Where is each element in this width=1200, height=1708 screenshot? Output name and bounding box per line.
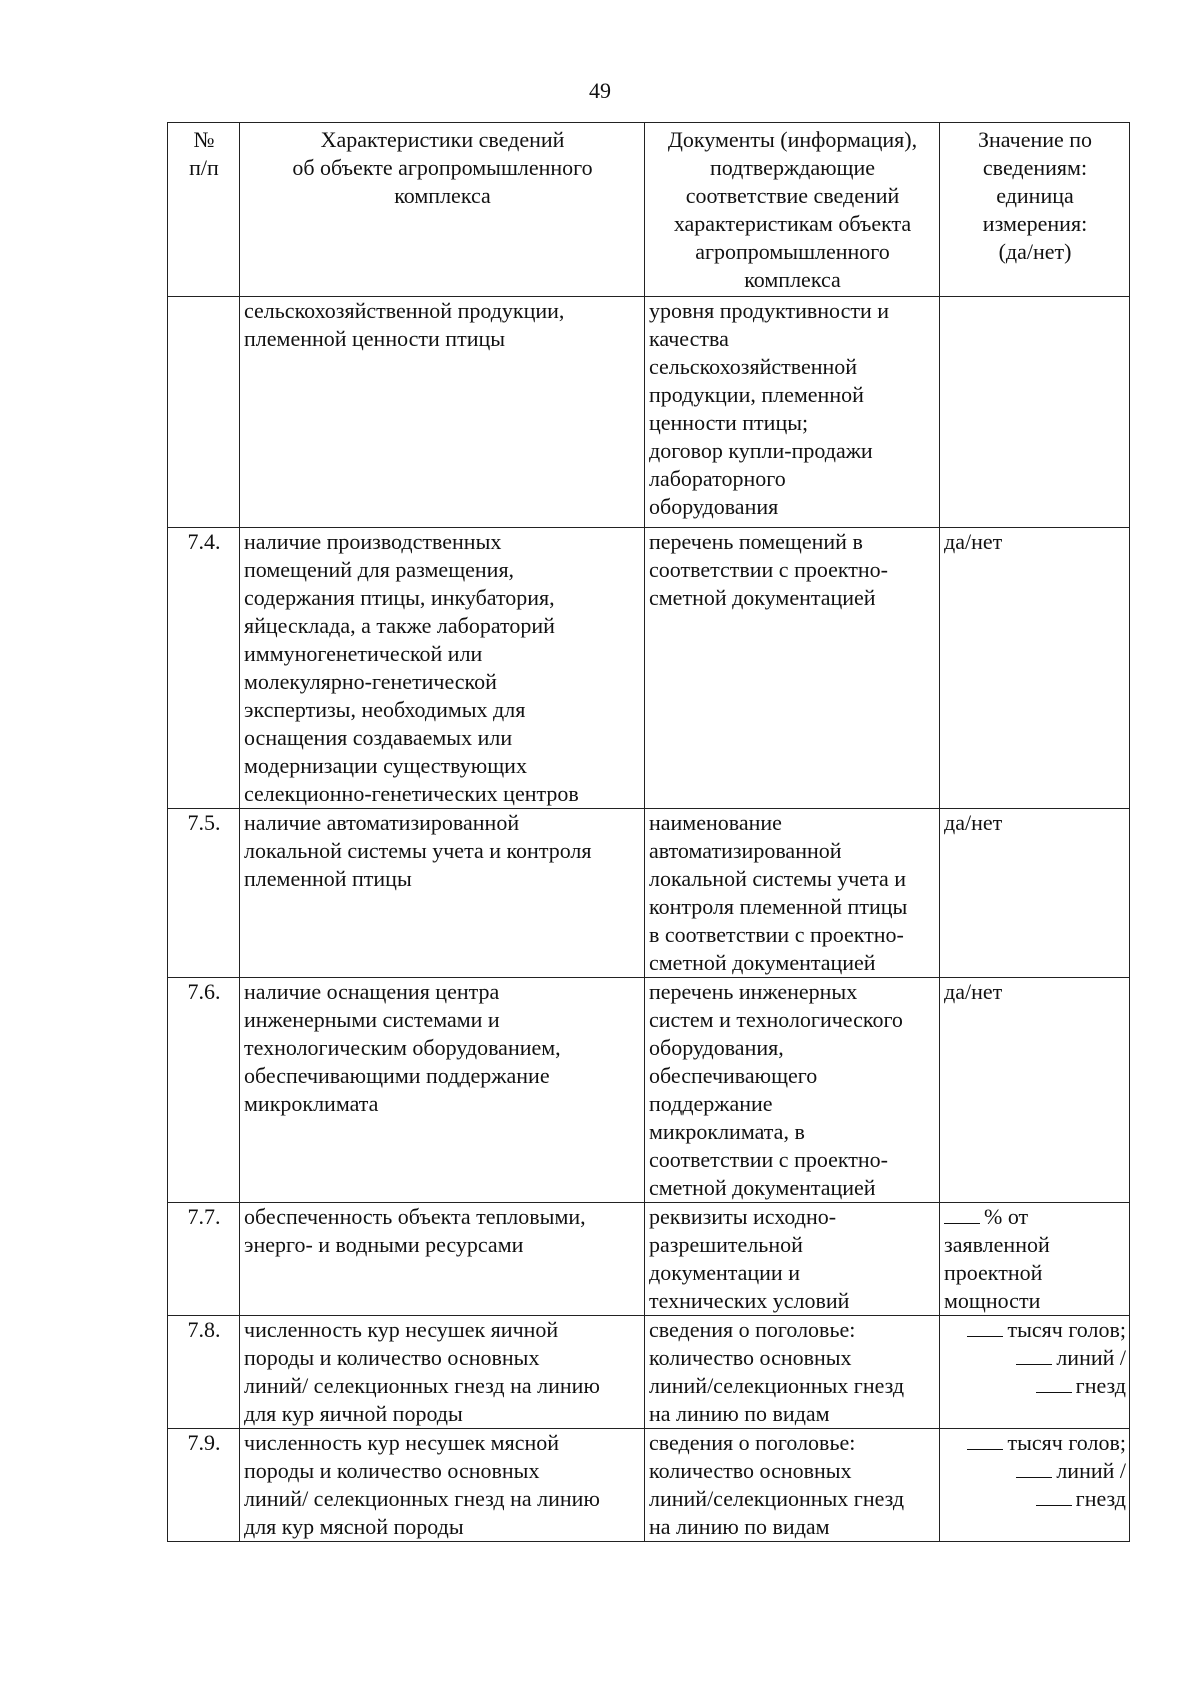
cell-text: сведениям: — [982, 155, 1088, 180]
cell-line — [944, 809, 1126, 837]
row-number: 7.7. — [168, 1203, 240, 1316]
characteristics-table — [167, 122, 1130, 1542]
cell-line — [649, 1259, 936, 1287]
cell-line — [944, 1372, 1126, 1400]
table-row — [168, 978, 1130, 1203]
cell-line — [649, 1400, 936, 1428]
cell-text: п/п — [189, 155, 219, 180]
cell-line — [944, 1231, 1126, 1259]
cell-line — [944, 1287, 1126, 1315]
cell-text: племенной ценности птицы — [244, 326, 506, 351]
header-documents — [645, 123, 940, 297]
cell-line — [244, 1090, 641, 1118]
cell-text: заявленной — [944, 1232, 1050, 1257]
cell-text: сведения о поголовье: — [649, 1317, 856, 1342]
cell-text: оборудования — [649, 494, 779, 519]
cell-text: линий/селекционных гнезд — [649, 1486, 905, 1511]
cell-text: наличие производственных — [244, 529, 502, 554]
cell-line — [244, 584, 641, 612]
cell-text: инженерными системами и — [244, 1007, 500, 1032]
cell-text: наименование — [649, 810, 782, 835]
row-value — [940, 1316, 1130, 1429]
cell-line — [649, 584, 936, 612]
cell-text: уровня продуктивности и — [649, 298, 890, 323]
cell-text: разрешительной — [649, 1232, 803, 1257]
cell-line — [649, 1457, 936, 1485]
cell-line — [244, 556, 641, 584]
row-value — [940, 297, 1130, 528]
table-row — [168, 809, 1130, 978]
table-row — [168, 528, 1130, 809]
cell-text: сведения о поголовье: — [649, 1430, 856, 1455]
row-value — [940, 1203, 1130, 1316]
cell-line — [944, 1485, 1126, 1513]
cell-line — [649, 1513, 936, 1541]
cell-line — [649, 297, 936, 325]
cell-line — [649, 809, 936, 837]
cell-text: на линию по видам — [649, 1401, 830, 1426]
cell-text: об объекте агропромышленного — [292, 155, 593, 180]
cell-line — [944, 126, 1126, 154]
cell-line — [944, 1203, 1126, 1231]
cell-text: систем и технологического — [649, 1007, 903, 1032]
cell-line — [649, 556, 936, 584]
cell-line — [244, 154, 641, 182]
cell-line — [649, 182, 936, 210]
cell-line — [172, 154, 236, 182]
cell-line — [649, 210, 936, 238]
blank-field — [944, 1205, 980, 1224]
row-number: 7.6. — [168, 978, 240, 1203]
cell-text: яйцесклада, а также лабораторий — [244, 613, 555, 638]
cell-line — [244, 696, 641, 724]
cell-text: реквизиты исходно- — [649, 1204, 837, 1229]
cell-text: ценности птицы; — [649, 410, 809, 435]
cell-text: соответствии с проектно- — [649, 1147, 888, 1172]
cell-line — [244, 1485, 641, 1513]
cell-line — [649, 1344, 936, 1372]
row-documents — [645, 1203, 940, 1316]
cell-line — [244, 752, 641, 780]
row-number — [168, 297, 240, 528]
cell-text: № — [193, 127, 215, 152]
cell-line — [944, 1259, 1126, 1287]
row-documents — [645, 1316, 940, 1429]
cell-text: тысяч голов; — [1007, 1317, 1126, 1342]
cell-line — [649, 1006, 936, 1034]
cell-line — [649, 1429, 936, 1457]
cell-line — [649, 1287, 936, 1315]
cell-text: породы и количество основных — [244, 1345, 540, 1370]
cell-line — [649, 1118, 936, 1146]
cell-text: (да/нет) — [998, 239, 1072, 264]
cell-line — [649, 1485, 936, 1513]
row-documents — [645, 528, 940, 809]
cell-line — [244, 325, 641, 353]
cell-line — [944, 1429, 1126, 1457]
table-row — [168, 297, 1130, 528]
cell-text: наличие автоматизированной — [244, 810, 520, 835]
cell-text: локальной системы учета и — [649, 866, 906, 891]
cell-line — [244, 1006, 641, 1034]
header-characteristic — [240, 123, 645, 297]
row-characteristic — [240, 528, 645, 809]
row-value — [940, 978, 1130, 1203]
cell-line — [244, 978, 641, 1006]
cell-text: помещений для размещения, — [244, 557, 515, 582]
cell-text: для кур мясной породы — [244, 1514, 464, 1539]
cell-text: сметной документацией — [649, 950, 876, 975]
cell-line — [944, 154, 1126, 182]
cell-text: технических условий — [649, 1288, 850, 1313]
cell-text: агропромышленного — [695, 239, 890, 264]
row-characteristic — [240, 297, 645, 528]
cell-line — [244, 1372, 641, 1400]
cell-line — [649, 1034, 936, 1062]
cell-text: да/нет — [944, 529, 1003, 554]
row-number: 7.4. — [168, 528, 240, 809]
blank-field — [967, 1431, 1003, 1450]
cell-text: экспертизы, необходимых для — [244, 697, 526, 722]
cell-text: обеспечивающего — [649, 1063, 818, 1088]
cell-line — [244, 528, 641, 556]
cell-line — [649, 893, 936, 921]
cell-text: оборудования, — [649, 1035, 784, 1060]
cell-text: единица — [996, 183, 1074, 208]
cell-line — [944, 1344, 1126, 1372]
cell-line — [244, 612, 641, 640]
cell-text: гнезд — [1075, 1373, 1126, 1398]
cell-line — [649, 266, 936, 294]
row-documents — [645, 809, 940, 978]
cell-line — [244, 1344, 641, 1372]
cell-line — [649, 154, 936, 182]
blank-field — [1036, 1487, 1072, 1506]
table-row — [168, 1203, 1130, 1316]
table-row — [168, 1429, 1130, 1542]
cell-text: мощности — [944, 1288, 1041, 1313]
cell-line — [649, 325, 936, 353]
cell-text: комплекса — [744, 267, 841, 292]
cell-text: лабораторного — [649, 466, 786, 491]
cell-text: численность кур несушек мясной — [244, 1430, 560, 1455]
cell-line — [649, 865, 936, 893]
blank-field — [1016, 1459, 1052, 1478]
cell-text: наличие оснащения центра — [244, 979, 500, 1004]
cell-text: перечень инженерных — [649, 979, 858, 1004]
cell-text: обеспечивающими поддержание — [244, 1063, 550, 1088]
row-characteristic — [240, 1316, 645, 1429]
cell-text: контроля племенной птицы — [649, 894, 908, 919]
cell-text: породы и количество основных — [244, 1458, 540, 1483]
header-value — [940, 123, 1130, 297]
cell-text: для кур яичной породы — [244, 1401, 463, 1426]
cell-line — [944, 528, 1126, 556]
cell-line — [172, 126, 236, 154]
cell-text: микроклимата, в — [649, 1119, 805, 1144]
cell-text: качества — [649, 326, 729, 351]
cell-line — [244, 182, 641, 210]
cell-line — [944, 1316, 1126, 1344]
cell-line — [244, 1034, 641, 1062]
cell-text: характеристикам объекта — [673, 211, 912, 236]
page-number: 49 — [589, 78, 611, 103]
row-characteristic — [240, 978, 645, 1203]
cell-text: сметной документацией — [649, 1175, 876, 1200]
cell-line — [649, 409, 936, 437]
cell-line — [649, 238, 936, 266]
cell-line — [244, 1400, 641, 1428]
cell-text: в соответствии с проектно- — [649, 922, 904, 947]
blank-field — [1036, 1374, 1072, 1393]
cell-text: Документы (информация), — [667, 127, 918, 152]
cell-text: обеспеченность объекта тепловыми, — [244, 1204, 586, 1229]
cell-text: оснащения создаваемых или — [244, 725, 513, 750]
cell-line — [244, 724, 641, 752]
cell-line — [649, 1146, 936, 1174]
cell-text: % от — [984, 1204, 1029, 1229]
cell-text: локальной системы учета и контроля — [244, 838, 592, 863]
cell-text: Значение по — [977, 127, 1093, 152]
cell-line — [649, 978, 936, 1006]
cell-line — [244, 640, 641, 668]
row-value — [940, 809, 1130, 978]
cell-text: технологическим оборудованием, — [244, 1035, 561, 1060]
cell-text: соответствии с проектно- — [649, 557, 888, 582]
cell-line — [649, 1062, 936, 1090]
row-documents — [645, 1429, 940, 1542]
row-characteristic — [240, 809, 645, 978]
cell-line — [649, 353, 936, 381]
cell-text: Характеристики сведений — [320, 127, 565, 152]
row-characteristic — [240, 1429, 645, 1542]
cell-line — [244, 1457, 641, 1485]
cell-line — [244, 1062, 641, 1090]
cell-text: сельскохозяйственной продукции, — [244, 298, 565, 323]
cell-line — [244, 1429, 641, 1457]
cell-text: перечень помещений в — [649, 529, 863, 554]
cell-line — [649, 949, 936, 977]
cell-line — [944, 978, 1126, 1006]
cell-text: сельскохозяйственной — [649, 354, 858, 379]
cell-text: измерения: — [982, 211, 1088, 236]
cell-line — [244, 1316, 641, 1344]
cell-line — [244, 780, 641, 808]
cell-line — [244, 1513, 641, 1541]
cell-text: энерго- и водными ресурсами — [244, 1232, 524, 1257]
cell-line — [944, 210, 1126, 238]
cell-line — [244, 809, 641, 837]
cell-line — [649, 1203, 936, 1231]
cell-line — [649, 1174, 936, 1202]
cell-line — [649, 465, 936, 493]
cell-line — [649, 381, 936, 409]
cell-text: на линию по видам — [649, 1514, 830, 1539]
cell-line — [944, 182, 1126, 210]
cell-line — [649, 837, 936, 865]
cell-text: договор купли-продажи — [649, 438, 873, 463]
cell-line — [244, 126, 641, 154]
cell-text: комплекса — [394, 183, 491, 208]
row-documents — [645, 297, 940, 528]
cell-text: модернизации существующих — [244, 753, 527, 778]
table-row — [168, 1316, 1130, 1429]
row-documents — [645, 978, 940, 1203]
cell-text: поддержание — [649, 1091, 773, 1116]
cell-line — [649, 528, 936, 556]
row-number: 7.8. — [168, 1316, 240, 1429]
cell-line — [244, 1203, 641, 1231]
cell-text: иммуногенетической или — [244, 641, 483, 666]
cell-text: проектной — [944, 1260, 1043, 1285]
row-number: 7.5. — [168, 809, 240, 978]
blank-field — [967, 1318, 1003, 1337]
row-value — [940, 528, 1130, 809]
row-value — [940, 1429, 1130, 1542]
cell-line — [244, 865, 641, 893]
cell-text: линий / — [1056, 1458, 1126, 1483]
cell-text: соответствие сведений — [685, 183, 900, 208]
cell-text: документации и — [649, 1260, 800, 1285]
cell-text: сметной документацией — [649, 585, 876, 610]
table-header-row — [168, 123, 1130, 297]
cell-line — [649, 1231, 936, 1259]
cell-text: подтверждающие — [709, 155, 876, 180]
cell-text: численность кур несушек яичной — [244, 1317, 559, 1342]
cell-text: селекционно-генетических центров — [244, 781, 579, 806]
cell-line — [944, 1457, 1126, 1485]
cell-text: племенной птицы — [244, 866, 412, 891]
cell-line — [244, 837, 641, 865]
cell-line — [649, 1090, 936, 1118]
cell-text: количество основных — [649, 1458, 852, 1483]
cell-text: линий / — [1056, 1345, 1126, 1370]
cell-text: да/нет — [944, 979, 1003, 1004]
cell-text: молекулярно-генетической — [244, 669, 497, 694]
header-number — [168, 123, 240, 297]
cell-text: содержания птицы, инкубатория, — [244, 585, 555, 610]
cell-line — [649, 126, 936, 154]
cell-line — [649, 1316, 936, 1344]
row-characteristic — [240, 1203, 645, 1316]
cell-line — [649, 493, 936, 521]
cell-text: линий/ селекционных гнезд на линию — [244, 1373, 600, 1398]
cell-text: да/нет — [944, 810, 1003, 835]
cell-line — [244, 1231, 641, 1259]
cell-line — [944, 238, 1126, 266]
cell-text: автоматизированной — [649, 838, 842, 863]
cell-text: тысяч голов; — [1007, 1430, 1126, 1455]
cell-text: продукции, племенной — [649, 382, 864, 407]
cell-text: гнезд — [1075, 1486, 1126, 1511]
cell-line — [244, 297, 641, 325]
cell-text: количество основных — [649, 1345, 852, 1370]
cell-line — [244, 668, 641, 696]
cell-text: линий/ селекционных гнезд на линию — [244, 1486, 600, 1511]
blank-field — [1016, 1346, 1052, 1365]
cell-line — [649, 437, 936, 465]
cell-line — [649, 921, 936, 949]
cell-line — [649, 1372, 936, 1400]
cell-text: микроклимата — [244, 1091, 379, 1116]
cell-text: линий/селекционных гнезд — [649, 1373, 905, 1398]
row-number: 7.9. — [168, 1429, 240, 1542]
